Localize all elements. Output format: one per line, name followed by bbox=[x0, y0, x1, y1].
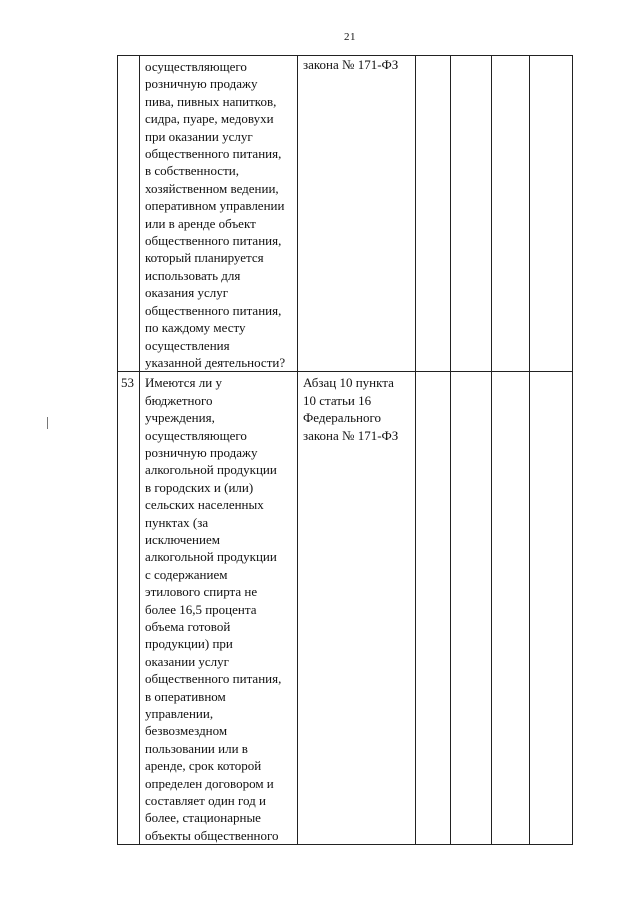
row-number: 53 bbox=[121, 375, 134, 391]
question-line: пунктах (за bbox=[145, 514, 209, 530]
question-line: общественного питания, bbox=[145, 146, 282, 162]
question-line: указанной деятельности? bbox=[145, 354, 286, 370]
reference-line: 10 статьи 16 bbox=[303, 392, 372, 408]
question-line: который планируется bbox=[145, 250, 264, 266]
question-line: при оказании услуг bbox=[145, 128, 253, 144]
answer-yes-cell[interactable] bbox=[416, 56, 451, 372]
question-line: управлении, bbox=[145, 706, 214, 722]
question-line: или в аренде объект bbox=[145, 215, 256, 231]
question-line: алкогольной продукции bbox=[145, 462, 277, 478]
question-line: розничную продажу bbox=[145, 76, 258, 92]
answer-no-cell[interactable] bbox=[451, 372, 492, 845]
question-line: в оперативном bbox=[145, 688, 226, 704]
question-line: алкогольной продукции bbox=[145, 549, 277, 565]
question-line: объекты общественного bbox=[145, 827, 279, 843]
question-line: бюджетного bbox=[145, 392, 213, 408]
question-line: по каждому месту bbox=[145, 320, 246, 336]
row-number-cell bbox=[118, 56, 140, 372]
question-line: общественного питания, bbox=[145, 302, 282, 318]
table-row bbox=[118, 372, 573, 845]
margin-mark bbox=[47, 417, 48, 429]
question-line: в собственности, bbox=[145, 163, 239, 179]
question-line: этилового спирта не bbox=[145, 584, 258, 600]
question-line: Имеются ли у bbox=[145, 375, 222, 391]
question-line: составляет один год и bbox=[145, 793, 266, 809]
question-line: аренде, срок которой bbox=[145, 758, 262, 774]
question-line: с содержанием bbox=[145, 566, 228, 582]
legal-reference-cell bbox=[298, 372, 416, 845]
question-cell bbox=[140, 372, 298, 845]
note-cell[interactable] bbox=[530, 372, 573, 845]
question-line: использовать для bbox=[145, 267, 241, 283]
question-line: сидра, пуаре, медовухи bbox=[145, 111, 274, 127]
question-line: более, стационарные bbox=[145, 810, 261, 826]
question-line: общественного питания, bbox=[145, 233, 282, 249]
row-number-cell bbox=[118, 372, 140, 845]
question-line: продукции) при bbox=[145, 636, 233, 652]
answer-not-applicable-cell[interactable] bbox=[492, 56, 530, 372]
question-line: осуществляющего bbox=[145, 59, 247, 74]
page-number: 21 bbox=[344, 31, 356, 43]
reference-line: Абзац 10 пункта bbox=[303, 375, 394, 391]
question-line: объема готовой bbox=[145, 619, 231, 634]
note-cell[interactable] bbox=[530, 56, 573, 372]
answer-yes-cell[interactable] bbox=[416, 372, 451, 845]
question-line: осуществления bbox=[145, 337, 230, 353]
reference-line: Федерального bbox=[303, 410, 382, 426]
question-line: оказания услуг bbox=[145, 285, 229, 301]
question-line: пива, пивных напитков, bbox=[145, 93, 277, 109]
reference-line: закона № 171-ФЗ bbox=[303, 427, 399, 443]
question-cell bbox=[140, 56, 298, 372]
table-row bbox=[118, 56, 573, 372]
question-line: сельских населенных bbox=[145, 497, 264, 513]
legal-reference-cell bbox=[298, 56, 416, 372]
question-line: более 16,5 процента bbox=[145, 601, 257, 617]
question-line: осуществляющего bbox=[145, 427, 247, 443]
question-line: исключением bbox=[145, 531, 220, 547]
question-line: учреждения, bbox=[145, 410, 215, 426]
answer-not-applicable-cell[interactable] bbox=[492, 372, 530, 845]
checklist-table bbox=[117, 55, 573, 845]
answer-no-cell[interactable] bbox=[451, 56, 492, 372]
question-line: хозяйственном ведении, bbox=[145, 180, 279, 196]
question-line: безвозмездном bbox=[145, 723, 228, 739]
question-line: общественного питания, bbox=[145, 671, 282, 687]
question-line: в городских и (или) bbox=[145, 479, 254, 495]
question-line: оказании услуг bbox=[145, 653, 230, 669]
question-line: розничную продажу bbox=[145, 444, 258, 460]
question-line: определен договором и bbox=[145, 775, 274, 791]
question-line: оперативном управлении bbox=[145, 198, 285, 214]
reference-line: закона № 171-ФЗ bbox=[303, 57, 399, 72]
question-line: пользовании или в bbox=[145, 740, 248, 756]
